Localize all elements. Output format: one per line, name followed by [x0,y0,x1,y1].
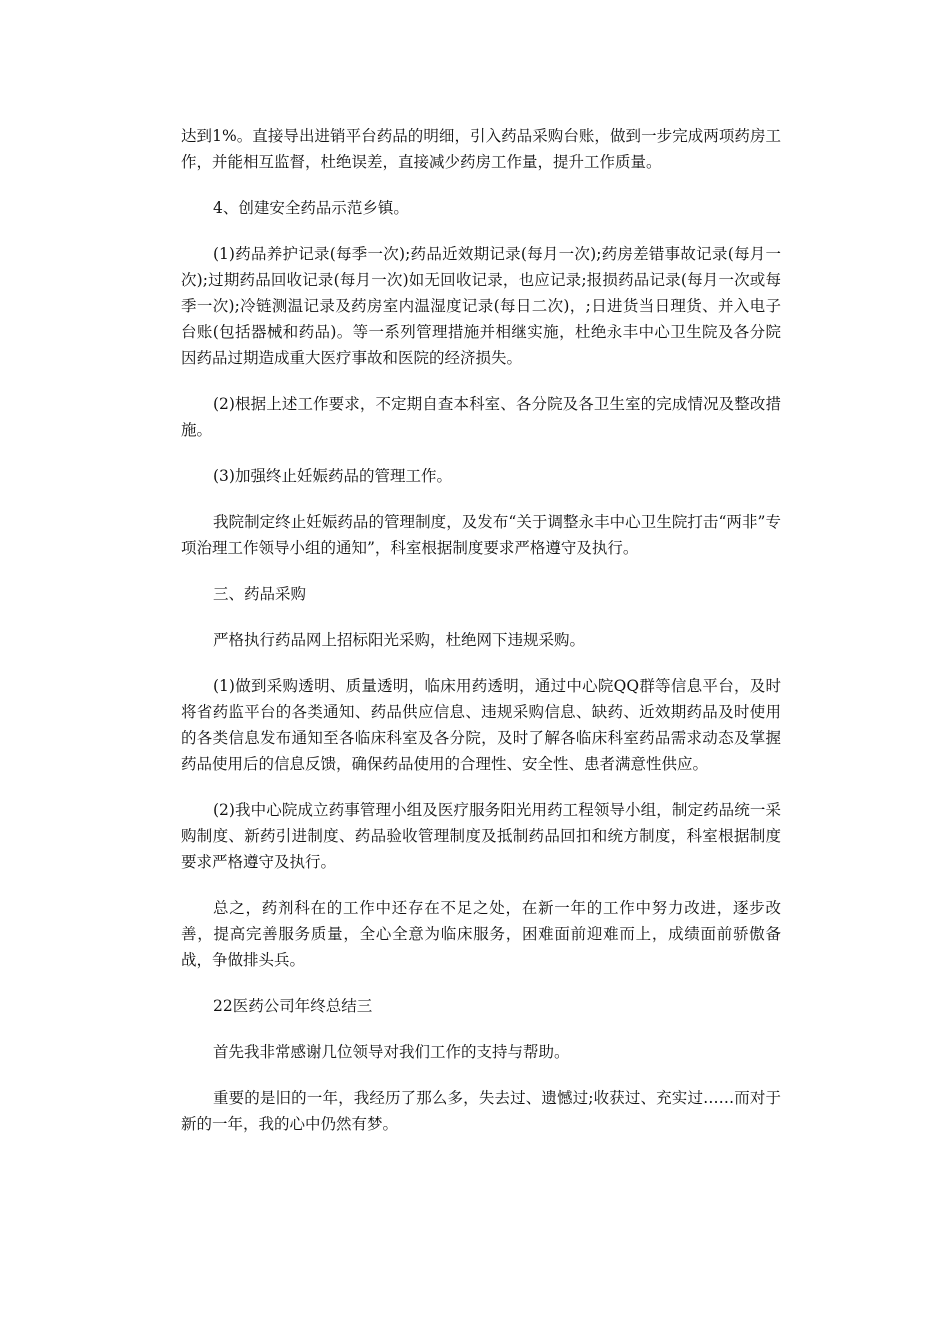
paragraph-management-system: 我院制定终止妊娠药品的管理制度，及发布“关于调整永丰中心卫生院打击“两非”专项治理工作领导小组的通知”，科室根据制度要求严格遵守及执行。 [181,513,781,557]
paragraph-conclusion: 总之，药剂科在的工作中还存在不足之处，在新一年的工作中努力改进，逐步改善，提高完善服务质量，全心全意为临床服务，困难面前迎难而上，成绩面前骄傲备战，争做排头兵。 [181,899,781,969]
paragraph-thanks: 首先我非常感谢几位领导对我们工作的支持与帮助。 [213,1043,570,1061]
section-heading-procurement: 三、药品采购 [213,585,307,603]
document-body [181,123,781,1157]
paragraph-termination-drugs: (3)加强终止妊娠药品的管理工作。 [213,467,452,485]
paragraph-records: (1)药品养护记录(每季一次);药品近效期记录(每月一次);药房差错事故记录(每月一次);过期药品回收记录(每月一次)如无回收记录，也应记录;报损药品记录(每月一次或每季一次);冷链测温记录及药房室内温湿度记录(每日二次)，;日进货当日理货、并入电子台账(包括器械和药品)。等一系列管理措施并相继实施，杜绝永丰中心卫生院及各分院因药品过期造成重大医疗事故和医院的经济损失。 [181,245,781,367]
paragraph-reflection: 重要的是旧的一年，我经历了那么多，失去过、遗憾过;收获过、充实过……而对于新的一年，我的心中仍然有梦。 [181,1089,781,1133]
paragraph-online-procurement: 严格执行药品网上招标阳光采购，杜绝网下违规采购。 [213,631,586,649]
paragraph-transparency: (1)做到采购透明、质量透明，临床用药透明，通过中心院QQ群等信息平台，及时将省药监平台的各类通知、药品供应信息、违规采购信息、缺药、近效期药品及时使用的各类信息发布通知至各临床科室及各分院，及时了解各临床科室药品需求动态及掌握药品使用后的信息反馈，确保药品使用的合理性、安全性、患者满意性供应。 [181,677,781,773]
paragraph-management-group: (2)我中心院成立药事管理小组及医疗服务阳光用药工程领导小组，制定药品统一采购制度、新药引进制度、药品验收管理制度及抵制药品回扣和统方制度，科室根据制度要求严格遵守及执行。 [181,801,781,871]
paragraph-self-inspection: (2)根据上述工作要求，不定期自查本科室、各分院及各卫生室的完成情况及整改措施。 [181,395,781,439]
section-heading-summary-three: 22医药公司年终总结三 [213,997,373,1015]
section-heading-safe-drugs: 4、创建安全药品示范乡镇。 [213,199,409,217]
paragraph-continuation: 达到1%。直接导出进销平台药品的明细，引入药品采购台账，做到一步完成两项药房工作，并能相互监督，杜绝误差，直接减少药房工作量，提升工作质量。 [181,127,781,171]
